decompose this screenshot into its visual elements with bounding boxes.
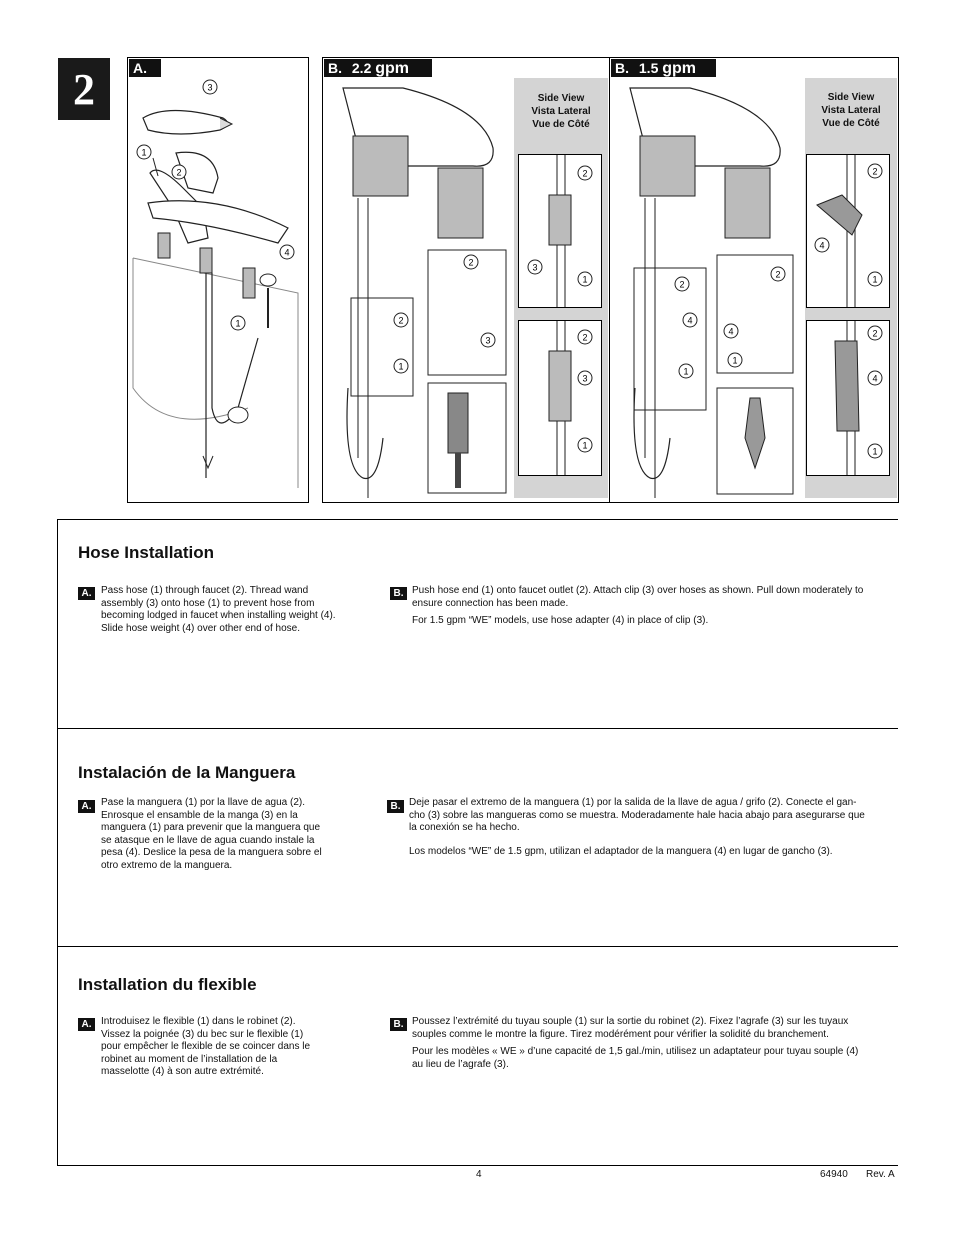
callout-3-a: 3 <box>207 82 213 93</box>
spanish-b-line-3: la conexión se ha hecho. <box>409 822 520 833</box>
french-b-note-line-2: au lieu de l’agrafe (3). <box>412 1058 509 1070</box>
spanish-bottom-rule <box>57 946 898 947</box>
french-a-line-2: Vissez la poignée (3) du bec sur le flexible (1) <box>101 1028 304 1040</box>
panel-b1-unit: gpm <box>375 60 410 77</box>
spanish-b-text <box>409 797 904 858</box>
callout-1-a: 1 <box>141 147 147 158</box>
english-title: Hose Installation <box>78 543 215 562</box>
page-number: 4 <box>476 1169 482 1180</box>
french-b-note-line-1: Pour les modèles « WE » d’une capacité de 1,5 gal./min, utilisez un adaptateur pour tuyau souple (4) <box>412 1046 859 1057</box>
french-a-line-5: masselotte (4) à son autre extrémité. <box>101 1066 264 1077</box>
spanish-b-line-1: Deje pasar el extremo de la manguera (1) por la salida de la llave de agua / grifo (2). Conecte el gan- <box>409 797 857 808</box>
side-view-inset-b1-bottom <box>518 320 602 476</box>
svg-text:4: 4 <box>687 315 693 326</box>
spanish-a-line-2: Enrosque el ensamble de la manga (3) en la <box>101 809 298 821</box>
svg-text:2: 2 <box>775 269 781 280</box>
french-bottom-rule <box>57 1165 898 1166</box>
svg-text:2: 2 <box>582 168 588 179</box>
spanish-b-line-2: cho (3) sobre las mangueras como se muestra. Moderadamente hale hacia abajo para asegurarse que <box>409 809 865 821</box>
callout-2-a: 2 <box>176 167 182 178</box>
french-b-text <box>412 1016 902 1071</box>
spanish-a-line-4: se atasque en le llave de agua cuando instale la <box>101 834 315 846</box>
english-bottom-rule <box>57 728 898 729</box>
english-a-line-2: assembly (3) onto hose (1) to prevent hose from <box>101 597 315 609</box>
spanish-a-line-1: Pase la manguera (1) por la llave de agua (2). <box>101 797 306 808</box>
spanish-a-line-5: pesa (4). Deslice la pesa de la manguera sobre el <box>101 847 322 858</box>
english-b-badge: B. <box>390 587 407 600</box>
english-a-line-1: Pass hose (1) through faucet (2). Thread wand <box>101 585 309 596</box>
svg-text:2: 2 <box>872 166 878 177</box>
spanish-title: Instalación de la Manguera <box>78 763 296 782</box>
side-view-line3-b2: Vue de Côté <box>822 118 880 129</box>
french-a-line-1: Introduisez le flexible (1) dans le robinet (2). <box>101 1016 296 1027</box>
french-title: Installation du flexible <box>78 975 257 994</box>
spanish-a-line-3: manguera (1) para prevenir que la manguera que <box>101 822 321 833</box>
panel-b-1-5-gpm <box>609 57 899 503</box>
svg-text:1: 1 <box>398 361 404 372</box>
svg-text:2: 2 <box>679 279 685 290</box>
svg-text:1: 1 <box>582 274 588 285</box>
english-b-note: For 1.5 gpm “WE” models, use hose adapter (4) in place of clip (3). <box>412 615 709 626</box>
english-a-text <box>101 585 371 635</box>
svg-text:1: 1 <box>872 274 878 285</box>
panel-b2-unit: gpm <box>662 60 697 77</box>
french-b-line-2: souples comme le montre la figure. Tirez modérément pour vérifier la solidité du branchement. <box>412 1028 829 1040</box>
svg-text:2: 2 <box>872 328 878 339</box>
english-b-line-2: ensure connection has been made. <box>412 597 569 609</box>
panel-b1-value: 2.2 <box>351 60 372 76</box>
french-b-line-1: Poussez l’extrémité du tuyau souple (1) sur la sortie du robinet (2). Fixez l’agrafe (3) sur les tuyaux <box>412 1016 849 1027</box>
callout-4-a: 4 <box>284 247 290 258</box>
spanish-b-note: Los modelos “WE” de 1.5 gpm, utilizan el adaptador de la manguera (4) en lugar de gancho (3). <box>409 845 833 857</box>
spanish-a-badge: A. <box>78 800 95 813</box>
panel-b1-letter: B. <box>328 60 342 76</box>
side-view-line2-b1: Vista Lateral <box>531 106 591 117</box>
svg-text:1: 1 <box>732 355 738 366</box>
document-number: 64940 <box>820 1169 848 1180</box>
english-a-line-3: becoming lodged in faucet when installing weight (4). <box>101 610 336 621</box>
svg-text:4: 4 <box>872 373 878 384</box>
french-a-text <box>101 1016 371 1079</box>
left-margin-rule <box>57 519 58 1166</box>
svg-text:1: 1 <box>872 446 878 457</box>
side-view-inset-b2-top <box>806 154 890 308</box>
svg-text:2: 2 <box>398 315 404 326</box>
panel-a-label: A. <box>129 59 161 77</box>
spanish-b-badge: B. <box>387 800 404 813</box>
svg-text:3: 3 <box>532 262 538 273</box>
spanish-a-text <box>101 797 371 872</box>
figure-bottom-rule <box>57 519 898 520</box>
side-view-line1-b2: Side View <box>827 92 875 103</box>
side-view-line2-b2: Vista Lateral <box>821 105 881 116</box>
side-view-inset-b1-top <box>518 154 602 308</box>
svg-text:4: 4 <box>819 240 825 251</box>
svg-text:2: 2 <box>468 257 474 268</box>
french-a-line-3: pour empêcher le flexible de se coincer dans le <box>101 1041 311 1052</box>
faucet-assembly-drawing <box>128 58 308 502</box>
faucet-2-2-drawing <box>323 58 518 502</box>
step-number: 2 <box>58 58 110 120</box>
side-view-line1-b1: Side View <box>537 93 585 104</box>
panel-b2-letter: B. <box>615 60 629 76</box>
panel-b2-value: 1.5 <box>638 60 659 76</box>
side-view-inset-b2-bottom <box>806 320 890 476</box>
svg-text:3: 3 <box>582 373 588 384</box>
panel-b-2-2-gpm <box>322 57 611 503</box>
english-b-line-1: Push hose end (1) onto faucet outlet (2). Attach clip (3) over hoses as shown. Pull down moderately to <box>412 585 864 596</box>
side-view-line3-b1: Vue de Côté <box>532 119 590 130</box>
french-b-badge: B. <box>390 1018 407 1031</box>
callout-1b-a: 1 <box>235 318 241 329</box>
panel-a-illustration <box>127 57 309 503</box>
french-a-line-4: robinet au moment de l’installation de la <box>101 1053 278 1065</box>
svg-text:3: 3 <box>485 335 491 346</box>
spanish-a-line-6: otro extremo de la manguera. <box>101 859 233 871</box>
english-a-badge: A. <box>78 587 95 600</box>
svg-text:1: 1 <box>683 366 689 377</box>
revision: Rev. A <box>866 1169 895 1180</box>
french-a-badge: A. <box>78 1018 95 1031</box>
svg-text:4: 4 <box>728 326 734 337</box>
english-b-text <box>412 585 902 628</box>
svg-text:1: 1 <box>582 440 588 451</box>
svg-text:2: 2 <box>582 332 588 343</box>
faucet-1-5-drawing <box>610 58 805 502</box>
english-a-line-4: Slide hose weight (4) over other end of hose. <box>101 622 301 634</box>
